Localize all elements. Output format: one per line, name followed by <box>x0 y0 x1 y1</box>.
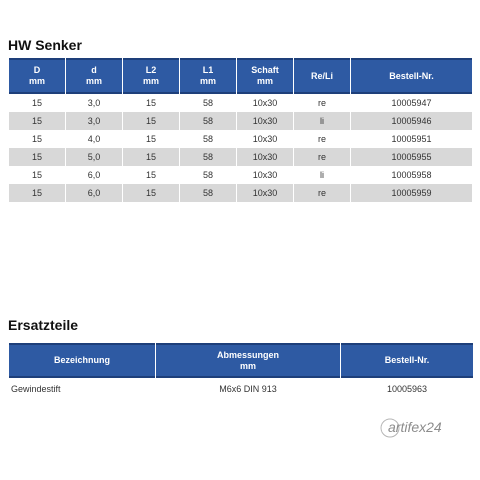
column-header-re-li: Re/Li <box>294 58 350 94</box>
table-cell: li <box>320 170 324 180</box>
table-cell: 15 <box>123 184 179 202</box>
table-cell: 15 <box>31 170 42 180</box>
table-row <box>9 94 472 112</box>
table-cell: 4,0 <box>87 134 101 144</box>
table-cell: 10005951 <box>391 134 432 144</box>
ersatzteile-table <box>8 343 474 400</box>
column-header-l2: L2 mm <box>123 58 179 94</box>
table-row <box>9 112 472 130</box>
table-cell: 15 <box>9 184 65 202</box>
table-cell: 58 <box>202 170 213 180</box>
table-cell: 58 <box>180 148 236 166</box>
table-cell: 15 <box>31 134 42 144</box>
column-header-bestell-nr: Bestell-Nr. <box>351 58 472 94</box>
column-header-bestell-nr: Bestell-Nr. <box>341 343 473 378</box>
table-cell: 10x30 <box>252 170 278 180</box>
column-header-bezeichnung: Bezeichnung <box>9 343 155 378</box>
table-cell: Gewindestift <box>11 384 61 394</box>
table-cell: 10005963 <box>386 384 428 394</box>
table-cell: 15 <box>123 112 179 130</box>
table-cell: re <box>294 148 350 166</box>
table-cell: 15 <box>145 98 156 108</box>
hw-senker-table <box>8 58 473 202</box>
table-row <box>9 378 473 400</box>
section-title-ersatzteile: Ersatzteile <box>8 317 79 333</box>
table-cell: 10005955 <box>351 148 472 166</box>
column-header-d-inner: d mm <box>66 58 122 94</box>
table-cell: re <box>317 98 326 108</box>
table-cell: 5,0 <box>66 148 122 166</box>
table-cell: 3,0 <box>66 112 122 130</box>
table-header-row <box>9 58 472 94</box>
table-cell: 15 <box>31 98 42 108</box>
table-cell: 10x30 <box>252 98 278 108</box>
column-header-l1: L1 mm <box>180 58 236 94</box>
table-row <box>9 148 472 166</box>
section-title-hw-senker: HW Senker <box>8 37 82 53</box>
table-cell: 10005959 <box>351 184 472 202</box>
table-row <box>9 184 472 202</box>
table-cell: 58 <box>180 184 236 202</box>
table-cell: 58 <box>180 112 236 130</box>
table-cell: M6x6 DIN 913 <box>219 384 277 394</box>
table-cell: 15 <box>9 148 65 166</box>
artifex24-logo <box>380 413 468 441</box>
table-cell: 15 <box>145 134 156 144</box>
table-cell: 10005947 <box>391 98 432 108</box>
table-cell: 3,0 <box>87 98 101 108</box>
table-cell: 15 <box>145 170 156 180</box>
table-cell: 10005946 <box>351 112 472 130</box>
table-cell: li <box>294 112 350 130</box>
column-header-d-outer: D mm <box>9 58 65 94</box>
table-cell: re <box>294 184 350 202</box>
logo-text: artifex24 <box>388 419 442 435</box>
table-cell: 58 <box>202 134 213 144</box>
column-header-abmessungen: Abmessungen mm <box>156 343 340 378</box>
table-cell: 10x30 <box>252 134 278 144</box>
table-cell: 15 <box>123 148 179 166</box>
table-cell: re <box>317 134 326 144</box>
column-header-schaft: Schaft mm <box>237 58 293 94</box>
table-cell: 6,0 <box>87 170 101 180</box>
table-header-row <box>9 343 473 378</box>
table-cell: 15 <box>9 112 65 130</box>
table-cell: 10x30 <box>237 184 293 202</box>
table-cell: 10x30 <box>237 148 293 166</box>
table-cell: 10005958 <box>391 170 432 180</box>
table-row <box>9 130 472 148</box>
table-cell: 6,0 <box>66 184 122 202</box>
table-cell: 58 <box>202 98 213 108</box>
table-row <box>9 166 472 184</box>
table-cell: 10x30 <box>237 112 293 130</box>
